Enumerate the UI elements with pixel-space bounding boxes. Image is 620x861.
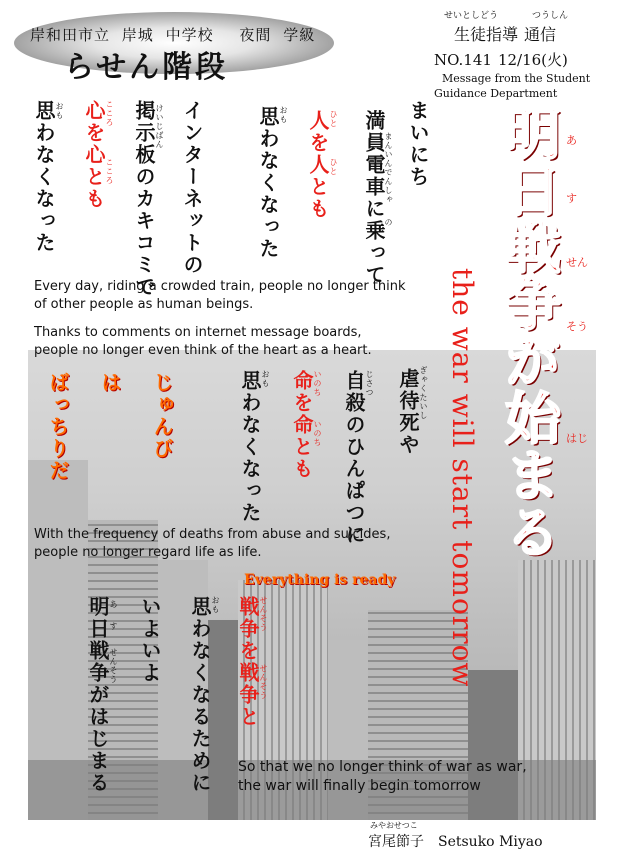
stanza3-line4: 思わなくなった (238, 370, 262, 524)
publication-title: らせん階段 (64, 50, 229, 85)
stanza2-ruby-omo: おも (55, 102, 64, 120)
ready-word-junbi: じゅんび (150, 372, 174, 460)
newsletter-info (434, 8, 614, 101)
stanza2-ruby-keijiban: けいじばん (155, 104, 164, 149)
newsletter-english-1: Message from the Student (442, 72, 591, 85)
author-name-en: Setsuko Miyao (438, 834, 543, 850)
stanza4-line4: 明日戦争がはじまる (86, 596, 110, 794)
headline-ruby-su: す (566, 192, 577, 205)
stanza1-line4: 思わなくなった (256, 106, 280, 260)
ready-word-bacchirida: ばっちりだ (46, 372, 70, 482)
author-reading: みやおせつこ (370, 821, 418, 830)
author-name (368, 831, 557, 851)
newsletter-title-2: 通信 (524, 25, 557, 44)
school-type: 中学校 (165, 26, 214, 44)
stanza4-line3: いよいよ (138, 596, 162, 684)
newsletter-reading (434, 8, 614, 21)
stanza2-line1: インターネットの (180, 100, 204, 276)
stanza1-ruby-no: の (384, 218, 393, 227)
stanza4-line2: 戦争を戦争と (236, 596, 260, 728)
headline-ruby-sou: そう (566, 320, 588, 333)
stanza1-ruby-manin: まんいんでんしゃ (384, 132, 393, 204)
stanza1-ruby-hito2: ひと (329, 158, 338, 176)
stanza3-ruby-omo: おも (261, 370, 270, 388)
newsletter-english (434, 71, 614, 101)
stanza1-english-2: of other people as human beings. (34, 297, 254, 312)
stanza3-ruby-inochi1: いのち (313, 370, 322, 397)
school-city: 岸和田市立 (30, 26, 111, 44)
newsletter-english-2: Guidance Department (434, 87, 558, 100)
stanza2-english (34, 324, 372, 360)
class-label: 学級 (283, 26, 316, 44)
stanza3-english-2: people no longer regard life as life. (34, 545, 262, 560)
stanza1-line2: 満員電車に乗って (362, 110, 386, 286)
stanza3-ruby-gyakutaishi: ぎゃくたいし (419, 366, 428, 420)
newsletter-title (434, 22, 614, 45)
issue-date: 12/16(火) (497, 51, 568, 69)
stanza2-english-1: Thanks to comments on internet message boards, (34, 325, 362, 340)
stanza3-line2: 自殺のひんぱつに (342, 370, 366, 546)
stanza4-ruby-sensou2: せんそう (259, 664, 268, 700)
headline-ruby-sen: せん (566, 256, 588, 269)
stanza2-line3: 心を心とも (82, 100, 106, 210)
class-night: 夜間 (239, 26, 272, 44)
stanza4-ruby-sensou3: せんそう (109, 648, 118, 684)
issue-number: NO.141 (434, 51, 492, 69)
reading-1: せいとしどう (444, 11, 499, 21)
stanza2-ruby-kokoro1: こころ (105, 100, 114, 127)
newsletter-title-1: 生徒指導 (454, 25, 519, 44)
stanza1-ruby-omo: おも (279, 106, 288, 124)
stanza2-english-2: people no longer even think of the heart as a heart. (34, 343, 372, 358)
stanza2-line4: 思わなくなった (32, 100, 56, 254)
stanza3-line1: 虐待死や (396, 368, 420, 456)
ready-word-wa: は (98, 372, 122, 394)
stanza3-ruby-inochi2: いのち (313, 420, 322, 447)
stanza1-line3: 人を人とも (306, 110, 330, 220)
stanza2-line2: 掲示板のカキコミで (132, 100, 156, 298)
stanza3-ruby-jisatsu: じさつ (365, 370, 374, 397)
stanza1-ruby-hito1: ひと (329, 110, 338, 128)
stanza4-english (238, 758, 527, 796)
everything-ready-text: Everything is ready (244, 572, 396, 588)
author-name-ja: 宮尾節子 (368, 834, 424, 850)
stanza1-english-1: Every day, riding a crowded train, people no longer think (34, 279, 406, 294)
stanza4-ruby-sensou1: せんそう (259, 596, 268, 632)
headline-ruby-a: あ (566, 134, 577, 147)
stanza4-line1: 思わなくなるために (188, 596, 212, 794)
author (368, 820, 557, 851)
stanza3-line3: 命を命とも (290, 370, 314, 480)
stanza4-ruby-a: あ (109, 600, 118, 609)
issue-line (434, 49, 614, 70)
headline: 明日戦争が始まる (496, 104, 561, 560)
headline-ruby-haji: はじ (566, 432, 588, 445)
stanza4-ruby-omo: おも (211, 596, 220, 614)
stanza3-english-1: With the frequency of deaths from abuse and suicides, (34, 527, 391, 542)
stanza1-line1: まいにち (406, 100, 430, 188)
headline-english: the war will start tomorrow (446, 268, 479, 688)
stanza2-ruby-kokoro2: こころ (105, 158, 114, 185)
stanza4-ruby-su: す (109, 622, 118, 631)
reading-2: つうしん (532, 11, 569, 21)
school-place: 岸城 (121, 26, 154, 44)
stanza1-english (34, 278, 406, 314)
stanza3-english (34, 526, 390, 562)
stanza4-english-1: So that we no longer think of war as war, (238, 759, 527, 775)
stanza4-english-2: the war will finally begin tomorrow (238, 778, 481, 794)
